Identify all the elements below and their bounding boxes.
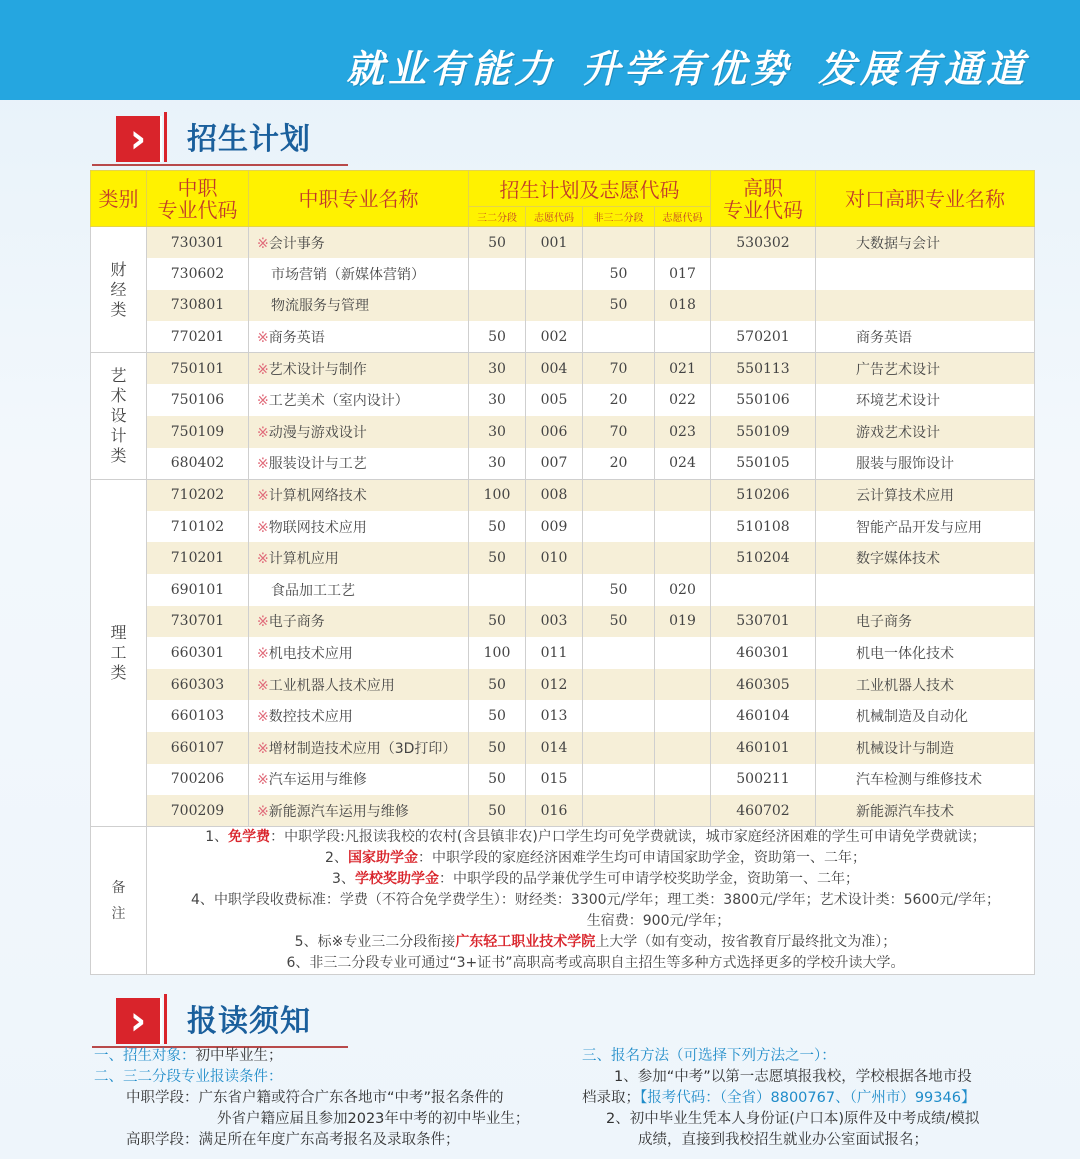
section-underline bbox=[92, 164, 348, 166]
divider bbox=[164, 994, 167, 1044]
zz-name: ※计算机应用 bbox=[249, 542, 469, 574]
zz-name: ※动漫与游戏设计 bbox=[249, 416, 469, 448]
note-item: 4、中职学段收费标准：学费（不符合免学费学生）：财经类：3300元/学年；理工类：3800元/学年；艺术设计类：5600元/学年； bbox=[191, 892, 1000, 909]
gz-name bbox=[816, 290, 1035, 322]
slogan-1: 就业有能力 bbox=[345, 46, 556, 91]
table-row bbox=[91, 732, 1035, 764]
table-row bbox=[91, 479, 1035, 511]
gz-name: 云计算技术应用 bbox=[816, 479, 1035, 511]
zz-code: 660303 bbox=[147, 669, 249, 701]
gz-name: 汽车检测与维修技术 bbox=[816, 764, 1035, 796]
plan-non32: 70 bbox=[583, 416, 655, 448]
notes-row bbox=[91, 827, 1035, 975]
code-32: 005 bbox=[526, 384, 583, 416]
notes-body bbox=[147, 827, 1035, 975]
asterisk-mark-icon: ※ bbox=[257, 803, 269, 820]
asterisk-mark-icon: ※ bbox=[257, 709, 269, 726]
zz-code: 700209 bbox=[147, 795, 249, 827]
asterisk-mark-icon: ※ bbox=[257, 740, 269, 757]
header-zz-name: 中职专业名称 bbox=[249, 171, 469, 227]
asterisk-mark-icon: ※ bbox=[257, 235, 269, 252]
asterisk-mark-icon: ※ bbox=[257, 456, 269, 473]
zz-name: ※工艺美术（室内设计） bbox=[249, 384, 469, 416]
gz-name: 机械制造及自动化 bbox=[816, 700, 1035, 732]
section-header-enrollment-plan bbox=[116, 112, 311, 162]
gz-name: 工业机器人技术 bbox=[816, 669, 1035, 701]
zz-code: 730602 bbox=[147, 258, 249, 290]
plan-32: 50 bbox=[469, 669, 526, 701]
code-non32 bbox=[655, 732, 711, 764]
section-title: 报读须知 bbox=[187, 1004, 311, 1039]
gz-code: 550109 bbox=[711, 416, 816, 448]
gz-name bbox=[816, 574, 1035, 606]
code-non32 bbox=[655, 764, 711, 796]
section-header-application-notice bbox=[116, 994, 311, 1044]
table-row bbox=[91, 669, 1035, 701]
notes-label: 备 注 bbox=[91, 827, 147, 975]
zz-code: 690101 bbox=[147, 574, 249, 606]
code-non32: 019 bbox=[655, 606, 711, 638]
category-cell: 理 工 类 bbox=[91, 479, 147, 827]
code-32: 012 bbox=[526, 669, 583, 701]
gz-code: 550106 bbox=[711, 384, 816, 416]
zz-code: 660301 bbox=[147, 637, 249, 669]
zz-stage-text: 广东省户籍或符合广东各地市“中考”报名条件的 bbox=[198, 1090, 504, 1106]
table-row bbox=[91, 227, 1035, 259]
plan-non32 bbox=[583, 227, 655, 259]
note-item: 6、非三二分段专业可通过“3+证书”高职高考或高职自主招生等多种方式选择更多的学校升读大学。 bbox=[286, 955, 905, 972]
method-1: 1、参加“中考”以第一志愿填报我校，学校根据各地市投 bbox=[614, 1069, 972, 1085]
target-label: 一、招生对象： bbox=[94, 1048, 196, 1064]
zz-name: ※数控技术应用 bbox=[249, 700, 469, 732]
code-32: 004 bbox=[526, 353, 583, 385]
slogan-2: 升学有优势 bbox=[581, 46, 792, 91]
code-32: 006 bbox=[526, 416, 583, 448]
divider bbox=[164, 112, 167, 162]
code-non32 bbox=[655, 795, 711, 827]
plan-non32 bbox=[583, 700, 655, 732]
zz-code: 730701 bbox=[147, 606, 249, 638]
asterisk-mark-icon: ※ bbox=[257, 361, 269, 378]
table-row bbox=[91, 384, 1035, 416]
code-non32: 023 bbox=[655, 416, 711, 448]
code-non32 bbox=[655, 542, 711, 574]
plan-non32: 50 bbox=[583, 574, 655, 606]
code-non32 bbox=[655, 669, 711, 701]
zz-code: 750109 bbox=[147, 416, 249, 448]
zz-name: ※物联网技术应用 bbox=[249, 511, 469, 543]
gz-name: 广告艺术设计 bbox=[816, 353, 1035, 385]
table-row bbox=[91, 321, 1035, 353]
plan-non32: 50 bbox=[583, 606, 655, 638]
target-value: 初中毕业生； bbox=[195, 1048, 283, 1064]
enrollment-plan-table bbox=[90, 170, 1035, 975]
plan-32: 50 bbox=[469, 700, 526, 732]
zz-name: ※汽车运用与维修 bbox=[249, 764, 469, 796]
zz-name: ※艺术设计与制作 bbox=[249, 353, 469, 385]
zz-stage-text-2: 外省户籍应届且参加2023年中考的初中毕业生； bbox=[217, 1111, 530, 1127]
asterisk-mark-icon: ※ bbox=[257, 488, 269, 505]
gz-code bbox=[711, 574, 816, 606]
gz-name: 大数据与会计 bbox=[816, 227, 1035, 259]
table-row bbox=[91, 511, 1035, 543]
code-non32 bbox=[655, 637, 711, 669]
zz-name: 物流服务与管理 bbox=[249, 290, 469, 322]
gz-code: 550113 bbox=[711, 353, 816, 385]
plan-32: 100 bbox=[469, 479, 526, 511]
gz-code: 510108 bbox=[711, 511, 816, 543]
code-32: 007 bbox=[526, 448, 583, 480]
gz-name: 机电一体化技术 bbox=[816, 637, 1035, 669]
asterisk-mark-icon: ※ bbox=[257, 393, 269, 410]
code-non32: 017 bbox=[655, 258, 711, 290]
slogan-3: 发展有通道 bbox=[817, 46, 1028, 91]
header-32-code: 志愿代码 bbox=[526, 207, 583, 227]
zz-code: 660103 bbox=[147, 700, 249, 732]
plan-32: 50 bbox=[469, 732, 526, 764]
gz-name: 环境艺术设计 bbox=[816, 384, 1035, 416]
plan-32: 30 bbox=[469, 353, 526, 385]
code-32: 013 bbox=[526, 700, 583, 732]
note-item: 1、免学费：中职学段:凡报读我校的农村(含县镇非农)户口学生均可免学费就读，城市家庭经济困难的学生可申请免学费就读； bbox=[205, 829, 986, 846]
asterisk-mark-icon: ※ bbox=[257, 677, 269, 694]
gz-code: 510204 bbox=[711, 542, 816, 574]
code-non32 bbox=[655, 479, 711, 511]
gz-name bbox=[816, 258, 1035, 290]
code-32: 010 bbox=[526, 542, 583, 574]
zz-name: ※计算机网络技术 bbox=[249, 479, 469, 511]
plan-32: 30 bbox=[469, 384, 526, 416]
header-32-plan: 三二分段 bbox=[469, 207, 526, 227]
gz-code: 500211 bbox=[711, 764, 816, 796]
zz-name: ※新能源汽车运用与维修 bbox=[249, 795, 469, 827]
zz-code: 730301 bbox=[147, 227, 249, 259]
gz-code: 460305 bbox=[711, 669, 816, 701]
plan-32 bbox=[469, 258, 526, 290]
header-category: 类别 bbox=[91, 171, 147, 227]
section-title: 招生计划 bbox=[187, 122, 311, 157]
code-32: 011 bbox=[526, 637, 583, 669]
zz-name: ※增材制造技术应用（3D打印） bbox=[249, 732, 469, 764]
header-plan-group: 招生计划及志愿代码 bbox=[469, 171, 711, 207]
gz-code: 510206 bbox=[711, 479, 816, 511]
zz-name: ※机电技术应用 bbox=[249, 637, 469, 669]
code-32: 002 bbox=[526, 321, 583, 353]
method-heading: 三、报名方法（可选择下列方法之一）： bbox=[582, 1048, 836, 1064]
plan-non32 bbox=[583, 479, 655, 511]
header-non32-plan: 非三二分段 bbox=[583, 207, 655, 227]
table-row bbox=[91, 353, 1035, 385]
plan-non32: 70 bbox=[583, 353, 655, 385]
plan-32: 50 bbox=[469, 227, 526, 259]
zz-code: 660107 bbox=[147, 732, 249, 764]
zz-name: 市场营销（新媒体营销） bbox=[249, 258, 469, 290]
gz-stage-label: 高职学段： bbox=[126, 1132, 199, 1148]
gz-stage-text: 满足所在年度广东高考报名及录取条件； bbox=[198, 1132, 460, 1148]
gz-name: 服装与服饰设计 bbox=[816, 448, 1035, 480]
gz-code: 570201 bbox=[711, 321, 816, 353]
plan-non32: 20 bbox=[583, 448, 655, 480]
code-32: 001 bbox=[526, 227, 583, 259]
note-item: 3、学校奖助学金：中职学段的品学兼优学生可申请学校奖助学金，资助第一、二年； bbox=[332, 871, 859, 888]
code-non32: 018 bbox=[655, 290, 711, 322]
plan-32 bbox=[469, 574, 526, 606]
gz-name: 电子商务 bbox=[816, 606, 1035, 638]
table-row bbox=[91, 700, 1035, 732]
code-32: 014 bbox=[526, 732, 583, 764]
asterisk-mark-icon: ※ bbox=[257, 329, 269, 346]
zz-code: 750101 bbox=[147, 353, 249, 385]
exam-code: 【报考代码：（全省）8800767、（广州市）99346】 bbox=[640, 1090, 976, 1106]
plan-32: 50 bbox=[469, 542, 526, 574]
plan-non32 bbox=[583, 542, 655, 574]
asterisk-mark-icon: ※ bbox=[257, 519, 269, 536]
plan-32: 50 bbox=[469, 795, 526, 827]
zz-code: 700206 bbox=[147, 764, 249, 796]
header-gz-name: 对口高职专业名称 bbox=[816, 171, 1035, 227]
note-item: 生宿费：900元/学年； bbox=[586, 913, 731, 930]
gz-name: 游戏艺术设计 bbox=[816, 416, 1035, 448]
chevron-right-icon: › bbox=[116, 998, 162, 1044]
gz-name: 机械设计与制造 bbox=[816, 732, 1035, 764]
zz-code: 730801 bbox=[147, 290, 249, 322]
zz-name: ※服装设计与工艺 bbox=[249, 448, 469, 480]
plan-32: 30 bbox=[469, 448, 526, 480]
plan-non32 bbox=[583, 511, 655, 543]
zz-stage-label: 中职学段： bbox=[126, 1090, 199, 1106]
code-32: 015 bbox=[526, 764, 583, 796]
plan-32: 30 bbox=[469, 416, 526, 448]
code-non32: 020 bbox=[655, 574, 711, 606]
plan-non32 bbox=[583, 764, 655, 796]
header-non32-code: 志愿代码 bbox=[655, 207, 711, 227]
plan-non32: 50 bbox=[583, 290, 655, 322]
gz-name: 数字媒体技术 bbox=[816, 542, 1035, 574]
method-1-cont: 档录取； bbox=[582, 1090, 640, 1106]
note-item: 5、标※专业三二分段衔接广东轻工职业技术学院上大学（如有变动，按省教育厅最终批文为准）； bbox=[294, 934, 897, 951]
code-32 bbox=[526, 290, 583, 322]
notice-left bbox=[94, 1046, 574, 1151]
gz-code bbox=[711, 290, 816, 322]
gz-code: 460702 bbox=[711, 795, 816, 827]
note-item: 2、国家助学金：中职学段的家庭经济困难学生均可申请国家助学金，资助第一、二年； bbox=[325, 850, 866, 867]
zz-name: 食品加工工艺 bbox=[249, 574, 469, 606]
zz-name: ※工业机器人技术应用 bbox=[249, 669, 469, 701]
plan-non32 bbox=[583, 732, 655, 764]
table-row bbox=[91, 637, 1035, 669]
code-non32 bbox=[655, 321, 711, 353]
zz-name: ※会计事务 bbox=[249, 227, 469, 259]
code-32: 008 bbox=[526, 479, 583, 511]
zz-code: 750106 bbox=[147, 384, 249, 416]
asterisk-mark-icon: ※ bbox=[257, 646, 269, 663]
conditions-heading: 二、三二分段专业报读条件： bbox=[94, 1069, 283, 1085]
zz-name: ※商务英语 bbox=[249, 321, 469, 353]
table-row bbox=[91, 542, 1035, 574]
gz-code: 530701 bbox=[711, 606, 816, 638]
header-gz-code: 高职 专业代码 bbox=[711, 171, 816, 227]
table-row bbox=[91, 795, 1035, 827]
gz-code: 460101 bbox=[711, 732, 816, 764]
asterisk-mark-icon: ※ bbox=[257, 614, 269, 631]
code-non32 bbox=[655, 227, 711, 259]
table-row bbox=[91, 606, 1035, 638]
plan-non32 bbox=[583, 321, 655, 353]
category-cell: 财 经 类 bbox=[91, 227, 147, 353]
zz-code: 710201 bbox=[147, 542, 249, 574]
code-32: 003 bbox=[526, 606, 583, 638]
plan-non32 bbox=[583, 637, 655, 669]
method-2-cont: 成绩，直接到我校招生就业办公室面试报名； bbox=[638, 1132, 928, 1148]
asterisk-mark-icon: ※ bbox=[257, 424, 269, 441]
chevron-right-icon: › bbox=[116, 116, 162, 162]
plan-32: 50 bbox=[469, 511, 526, 543]
plan-32: 50 bbox=[469, 606, 526, 638]
code-32: 009 bbox=[526, 511, 583, 543]
header-zz-code: 中职 专业代码 bbox=[147, 171, 249, 227]
asterisk-mark-icon: ※ bbox=[257, 551, 269, 568]
code-non32: 021 bbox=[655, 353, 711, 385]
gz-code: 460104 bbox=[711, 700, 816, 732]
table-row bbox=[91, 574, 1035, 606]
code-32 bbox=[526, 258, 583, 290]
category-cell: 艺 术 设 计 类 bbox=[91, 353, 147, 479]
plan-32: 50 bbox=[469, 764, 526, 796]
code-non32: 022 bbox=[655, 384, 711, 416]
table-row bbox=[91, 416, 1035, 448]
table-row bbox=[91, 258, 1035, 290]
gz-name: 智能产品开发与应用 bbox=[816, 511, 1035, 543]
plan-non32 bbox=[583, 795, 655, 827]
gz-code: 550105 bbox=[711, 448, 816, 480]
method-2: 2、初中毕业生凭本人身份证(户口本)原件及中考成绩/模拟 bbox=[606, 1111, 980, 1127]
code-32 bbox=[526, 574, 583, 606]
zz-code: 710202 bbox=[147, 479, 249, 511]
plan-32 bbox=[469, 290, 526, 322]
code-non32 bbox=[655, 511, 711, 543]
top-banner bbox=[0, 0, 1080, 100]
plan-non32 bbox=[583, 669, 655, 701]
gz-name: 新能源汽车技术 bbox=[816, 795, 1035, 827]
plan-non32: 50 bbox=[583, 258, 655, 290]
zz-code: 680402 bbox=[147, 448, 249, 480]
gz-code: 460301 bbox=[711, 637, 816, 669]
slogan bbox=[320, 38, 1028, 93]
zz-code: 710102 bbox=[147, 511, 249, 543]
code-32: 016 bbox=[526, 795, 583, 827]
zz-code: 770201 bbox=[147, 321, 249, 353]
table-row bbox=[91, 448, 1035, 480]
plan-non32: 20 bbox=[583, 384, 655, 416]
plan-32: 50 bbox=[469, 321, 526, 353]
code-non32 bbox=[655, 700, 711, 732]
asterisk-mark-icon: ※ bbox=[257, 772, 269, 789]
plan-32: 100 bbox=[469, 637, 526, 669]
gz-code bbox=[711, 258, 816, 290]
code-non32: 024 bbox=[655, 448, 711, 480]
table-row bbox=[91, 290, 1035, 322]
gz-name: 商务英语 bbox=[816, 321, 1035, 353]
gz-code: 530302 bbox=[711, 227, 816, 259]
notice-right bbox=[582, 1046, 1052, 1151]
zz-name: ※电子商务 bbox=[249, 606, 469, 638]
table-row bbox=[91, 764, 1035, 796]
